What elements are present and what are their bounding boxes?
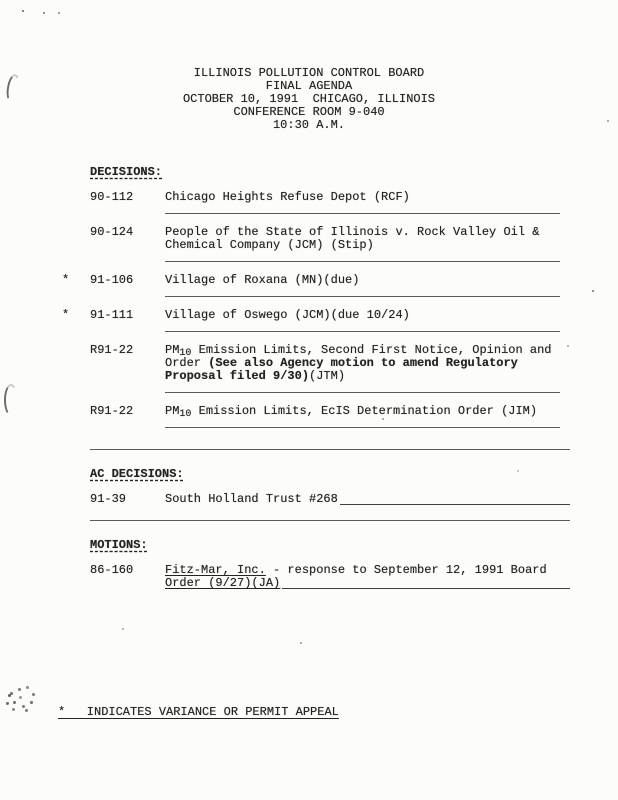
section-heading: AC DECISIONS:	[90, 467, 184, 481]
description-line	[165, 493, 570, 506]
header-line: ILLINOIS POLLUTION CONTROL BOARD	[193, 66, 425, 80]
text-segment: People of the State of Illinois v. Rock Valley Oil &	[165, 225, 540, 239]
text-segment: Fitz-Mar, Inc.	[165, 563, 266, 577]
variance-star	[60, 405, 90, 418]
document-header	[0, 0, 618, 132]
text-segment: - response to September 12, 1991 Board	[265, 563, 547, 577]
variance-star	[60, 493, 90, 506]
text-segment: Village of Oswego (JCM)(due 10/24)	[165, 308, 410, 322]
docket-number: 91-106	[90, 273, 134, 287]
entry-divider-rule	[165, 427, 560, 428]
text-segment: 10	[179, 348, 192, 359]
variance-star: *	[62, 308, 70, 322]
blank-rule-line	[340, 493, 570, 505]
agenda-entry	[60, 564, 570, 590]
text-segment: Emission Limits, Second First Notice, Opinion and	[191, 343, 552, 357]
text-segment: PM	[165, 404, 180, 418]
entry-description	[165, 226, 570, 252]
description-line	[165, 577, 570, 590]
footnote: * INDICATES VARIANCE OR PERMIT APPEAL	[58, 705, 339, 719]
text-segment: South Holland Trust #268	[165, 492, 338, 506]
agenda-entry	[60, 309, 570, 322]
header-line: OCTOBER 10, 1991 CHICAGO, ILLINOIS	[182, 92, 436, 106]
entry-description	[165, 405, 570, 418]
blank-rule-line	[282, 577, 570, 589]
text-segment: Chicago Heights Refuse Depot (RCF)	[165, 190, 410, 204]
header-line: CONFERENCE ROOM 9-040	[233, 105, 385, 119]
entry-description	[165, 309, 570, 322]
docket-number: R91-22	[90, 343, 134, 357]
description-line	[165, 274, 570, 287]
entry-divider-rule	[165, 392, 560, 393]
header-line: FINAL AGENDA	[265, 79, 353, 93]
docket-number: 90-112	[90, 190, 134, 204]
text-segment: (See also Agency motion to amend Regulatory	[208, 356, 518, 370]
variance-star	[60, 226, 90, 252]
text-segment: PM	[165, 343, 180, 357]
agenda-entry	[60, 226, 570, 252]
variance-star	[60, 191, 90, 204]
description-line	[165, 309, 570, 322]
text-segment: (JTM)	[309, 369, 346, 383]
description-line	[165, 370, 570, 383]
agenda-entry	[60, 405, 570, 418]
text-segment: Village of Roxana (MN)(due)	[165, 273, 360, 287]
section-heading: MOTIONS:	[90, 538, 148, 552]
entry-description	[165, 274, 570, 287]
text-segment: Chemical Company (JCM) (Stip)	[165, 238, 374, 252]
text-segment: 10	[179, 409, 192, 420]
entry-divider-rule	[165, 331, 560, 332]
variance-star: *	[62, 273, 70, 287]
agenda-entry	[60, 274, 570, 287]
section-heading: DECISIONS:	[90, 165, 163, 179]
agenda-entry	[60, 493, 570, 506]
entry-divider-rule	[165, 296, 560, 297]
text-segment: Order	[165, 356, 209, 370]
text-segment: Proposal filed 9/30)	[165, 369, 310, 383]
agenda-body	[60, 166, 570, 590]
stamp-smudge-bottom-left	[10, 692, 13, 695]
docket-number: 90-124	[90, 225, 134, 239]
entry-description	[165, 344, 570, 383]
docket-number: R91-22	[90, 404, 134, 418]
agenda-entry	[60, 191, 570, 204]
entry-divider-rule	[90, 520, 570, 521]
entry-divider-rule	[165, 261, 560, 262]
text-segment: Emission Limits, EcIS Determination Order (JIM)	[191, 404, 538, 418]
docket-number: 91-39	[90, 492, 127, 506]
entry-description	[165, 564, 570, 590]
entry-description	[165, 493, 570, 506]
description-line	[165, 191, 570, 204]
docket-number: 91-111	[90, 308, 134, 322]
description-line	[165, 405, 570, 418]
variance-star	[60, 564, 90, 590]
entry-divider-rule	[165, 213, 560, 214]
variance-star	[60, 344, 90, 383]
scan-noise-specks	[22, 10, 24, 12]
description-line	[165, 239, 570, 252]
entry-description	[165, 191, 570, 204]
pen-mark-middle-left	[4, 384, 18, 416]
section-separator-rule	[90, 449, 570, 450]
agenda-entry	[60, 344, 570, 383]
header-line: 10:30 A.M.	[272, 118, 345, 132]
docket-number: 86-160	[90, 563, 134, 577]
text-segment: Order (9/27)(JA)	[165, 576, 281, 590]
